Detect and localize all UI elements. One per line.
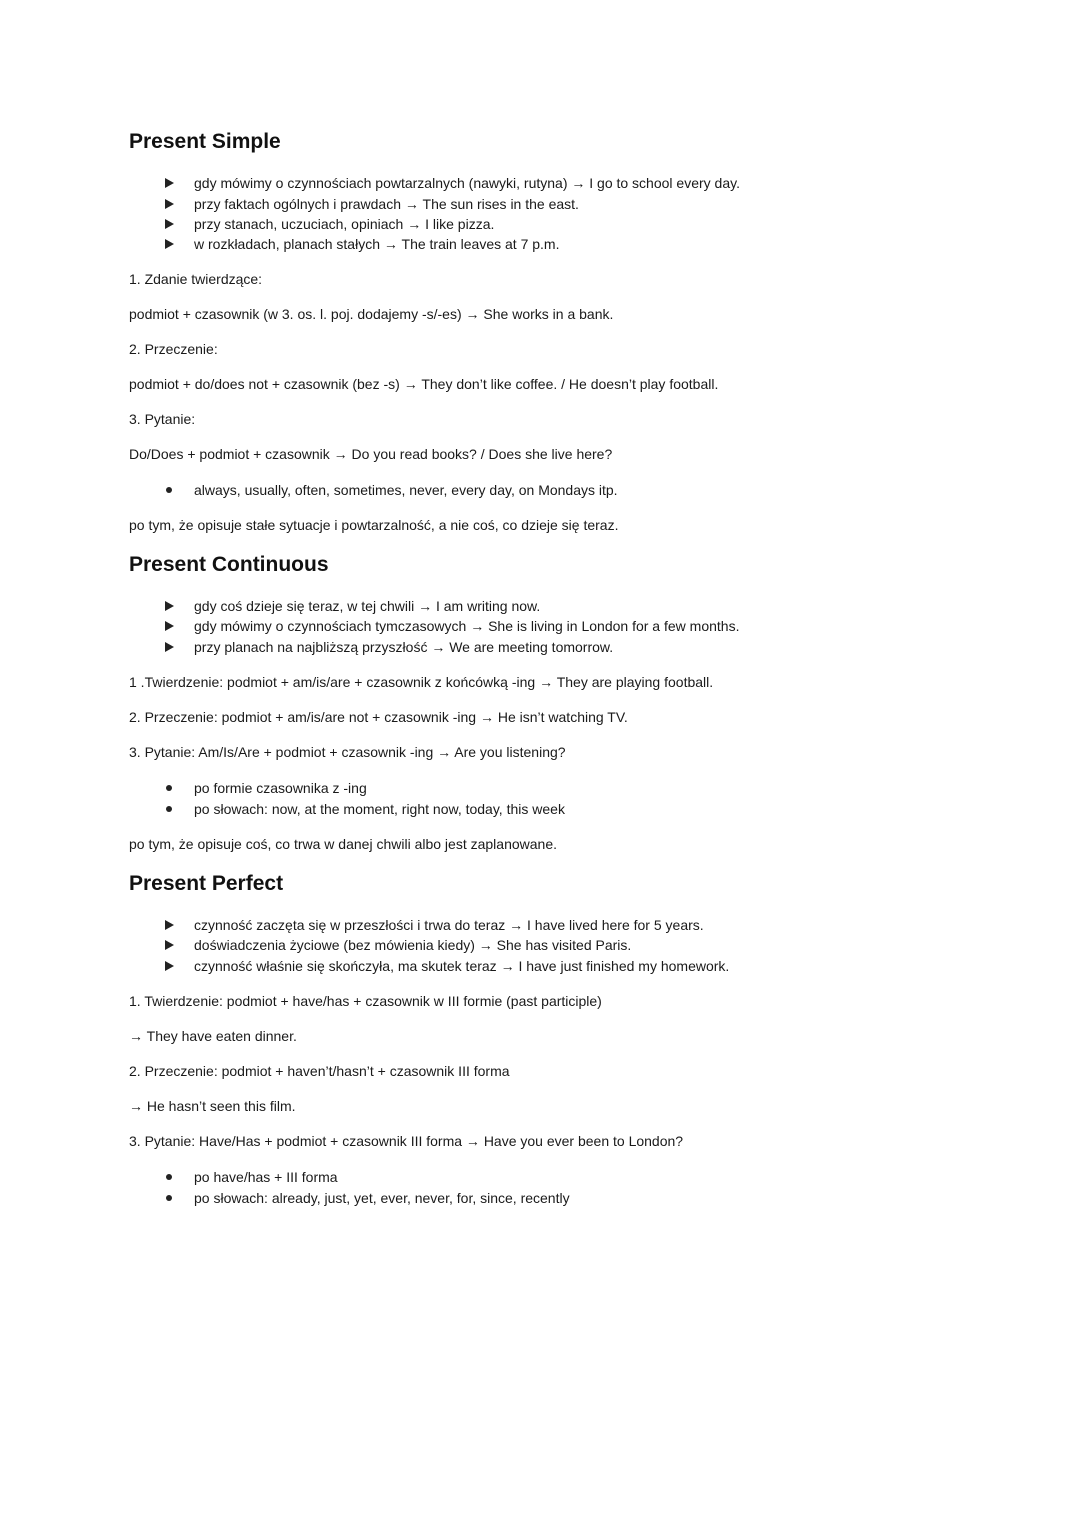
section-title: Present Simple	[129, 130, 281, 153]
arrow-bullet-icon	[162, 638, 176, 656]
arrow-bullet-icon	[162, 235, 176, 253]
document-page: Present Simple gdy mówimy o czynnościach powtarzalnych (nawyki, rutyna) → I go to school every day. przy faktach ogólnych i prawdach → The sun rises in the east. przy stanach, uczuciach, opiniach → I like pizza. w rozkładach, planach stałych → The train leaves at 7 p.m. 1. Zdanie twierdzące: podmiot + czasownik (w 3. os. l. poj. dodajemy -s/-es) → She works in a bank. 2. Przeczenie: podmiot + do/does not + czasownik (bez -s) → They don’t like coffee. / He doesn’t play football. 3. Pytanie: Do/Does + podmiot + czasownik → Do you read books? / Does she live here? always, usually, often, sometimes, never, every day, on Mondays itp. po tym, że opisuje stałe sytuacje i powtarzalność, a nie coś, co dzieje się teraz. Present Continuous gdy coś dzieje się teraz, w tej chwili → I am writing now. gdy mówimy o czynnościach tymczasowych → She is living in London for a few months. przy planach na najbliższą przyszłość → We are meeting tomorrow. 1 .Twierdzenie: podmiot + am/is/are + czasownik z końcówką -ing → They are playing football. 2. Przeczenie: podmiot + am/is/are not + czasownik -ing → He isn’t watching TV. 3. Pytanie: Am/Is/Are + podmiot + czasownik -ing → Are you listening? po formie czasownika z -ing po słowach: now, at the moment, right now, today, this week po tym, że opisuje coś, co trwa w danej chwili albo jest zaplanowane. Present Perfect czynność zaczęta się w przeszłości i trwa do teraz → I have lived here for 5 years. doświadczenia życiowe (bez mówienia kiedy) → She has visited Paris. czynność właśnie się skończyła, ma skutek teraz → I have just finished my homework. 1. Twierdzenie: podmiot + have/has + czasownik w III formie (past participle) → They have eaten dinner. 2. Przeczenie: podmiot + haven’t/hasn’t + czasownik III forma → He hasn’t seen this film. 3. Pytanie: Have/Has + podmiot + czasownik III forma → Have you ever been to London? po have/has + III forma po słowach: already, just, yet, ever, never, for, since, recently	[0, 0, 1080, 1527]
dot-bullet-icon	[162, 800, 176, 818]
arrow-bullet-icon	[162, 215, 176, 233]
section-present-simple	[129, 129, 969, 155]
section-present-continuous	[129, 552, 969, 578]
dot-bullet-icon	[162, 1168, 176, 1186]
paragraph: 2. Przeczenie: podmiot + am/is/are not + czasownik -ing → He isn’t watching TV.	[129, 709, 628, 725]
arrow-bullet-icon	[162, 174, 176, 192]
paragraph: po tym, że opisuje stałe sytuacje i powtarzalność, a nie coś, co dzieje się teraz.	[129, 517, 619, 533]
arrow-bullet-icon	[162, 195, 176, 213]
arrow-bullet-icon	[162, 936, 176, 954]
paragraph: 3. Pytanie: Am/Is/Are + podmiot + czasownik -ing → Are you listening?	[129, 744, 566, 760]
arrow-bullet-icon	[162, 916, 176, 934]
paragraph: Do/Does + podmiot + czasownik → Do you read books? / Does she live here?	[129, 446, 613, 462]
arrow-bullet-icon	[162, 617, 176, 635]
section-present-perfect	[129, 871, 969, 897]
paragraph: 2. Przeczenie:	[129, 341, 218, 357]
arrow-bullet-icon	[162, 597, 176, 615]
paragraph: → They have eaten dinner.	[129, 1028, 297, 1044]
dot-bullet-icon	[162, 481, 176, 499]
paragraph: 3. Pytanie:	[129, 411, 196, 427]
dot-bullet-icon	[162, 779, 176, 797]
paragraph: po tym, że opisuje coś, co trwa w danej chwili albo jest zaplanowane.	[129, 836, 557, 852]
dot-bullet-icon	[162, 1189, 176, 1207]
paragraph: 3. Pytanie: Have/Has + podmiot + czasownik III forma → Have you ever been to London?	[129, 1133, 684, 1149]
arrow-bullet-icon	[162, 957, 176, 975]
section-title: Present Perfect	[129, 872, 284, 895]
paragraph: podmiot + czasownik (w 3. os. l. poj. dodajemy -s/-es) → She works in a bank.	[129, 306, 614, 322]
paragraph: 1. Twierdzenie: podmiot + have/has + czasownik w III formie (past participle)	[129, 993, 602, 1009]
paragraph: 1. Zdanie twierdzące:	[129, 271, 263, 287]
paragraph: 2. Przeczenie: podmiot + haven’t/hasn’t + czasownik III forma	[129, 1063, 510, 1079]
paragraph: podmiot + do/does not + czasownik (bez -s) → They don’t like coffee. / He doesn’t play football.	[129, 376, 719, 392]
paragraph: 1 .Twierdzenie: podmiot + am/is/are + czasownik z końcówką -ing → They are playing football.	[129, 674, 714, 690]
section-title: Present Continuous	[129, 553, 329, 576]
paragraph: → He hasn’t seen this film.	[129, 1098, 296, 1114]
